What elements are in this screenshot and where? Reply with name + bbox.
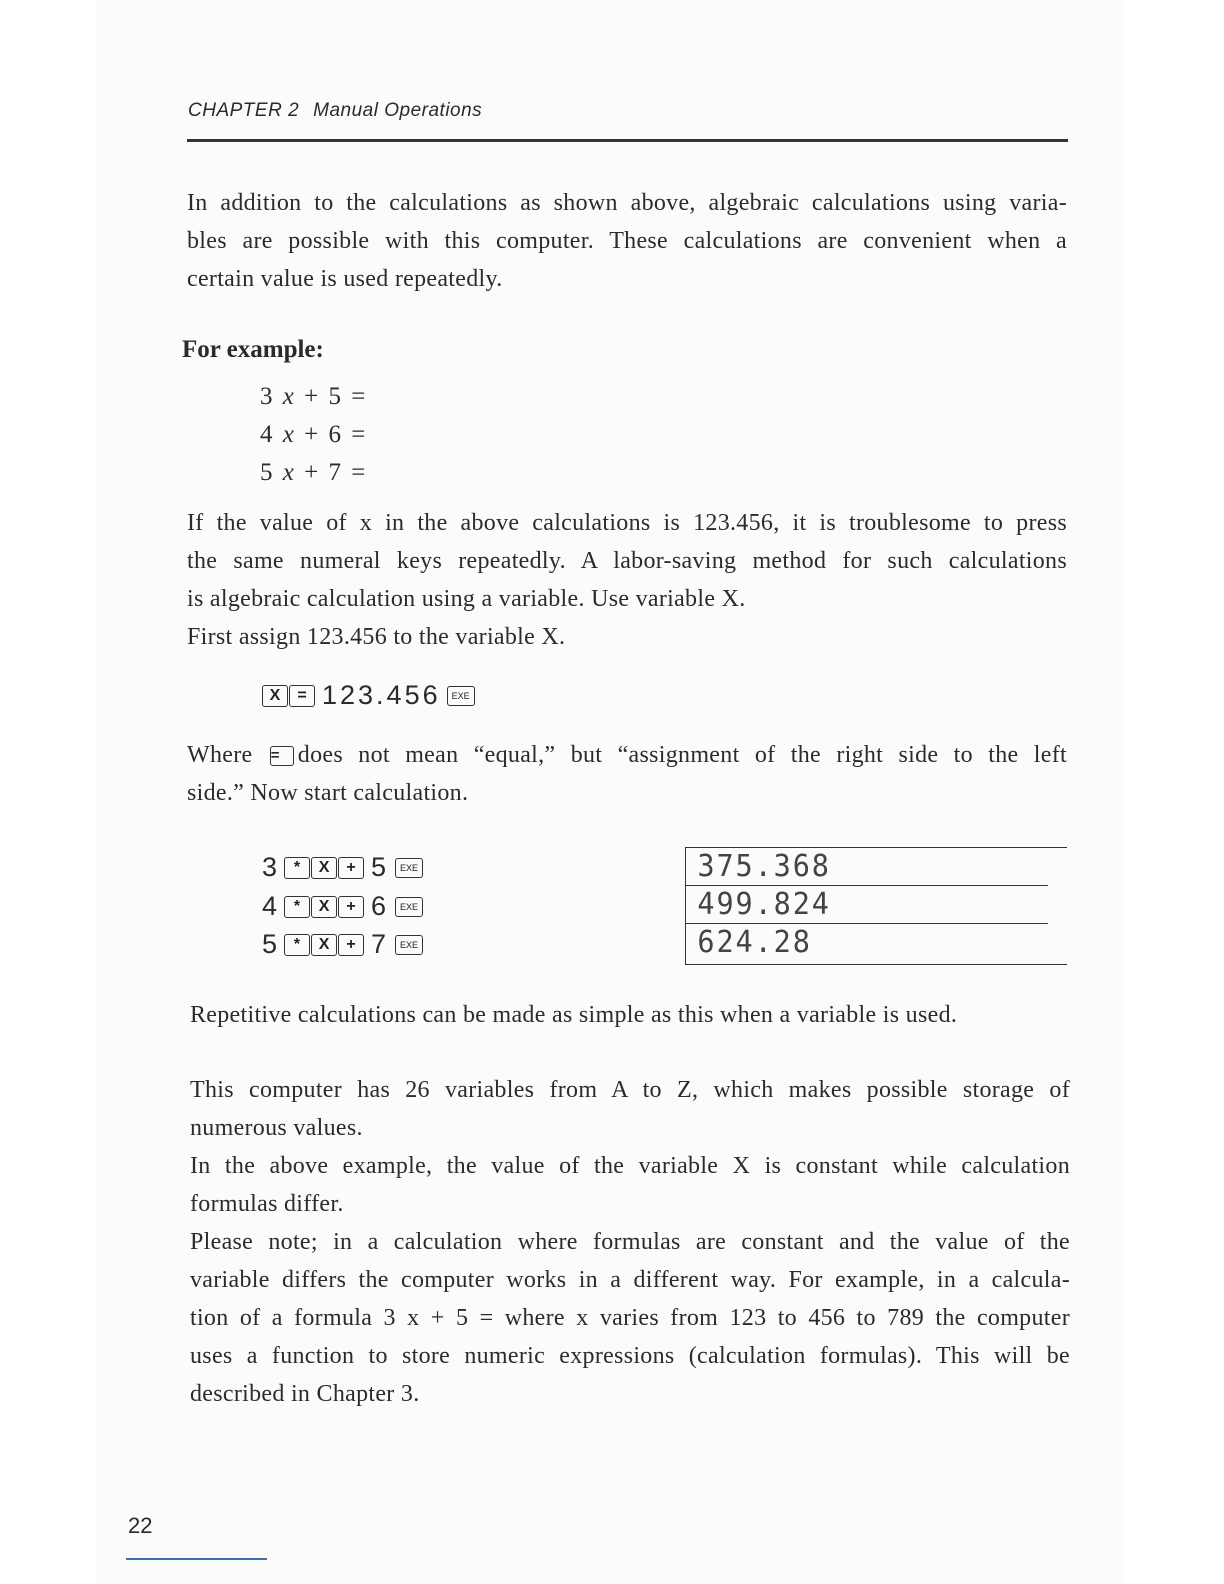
multiply-key-icon: *: [284, 934, 310, 956]
plus-key-icon: +: [338, 934, 364, 956]
equation-rest: + 5 =: [304, 383, 368, 410]
key-sequence-row: [262, 852, 424, 883]
running-header: [188, 100, 482, 122]
key-lead: 3: [262, 852, 281, 882]
intro-paragraph: [187, 184, 1067, 298]
text-line: Repetitive calculations can be made as simple as this when a variable is used.: [190, 1002, 958, 1028]
equation-coef: 3: [260, 383, 275, 410]
header-rule: [187, 139, 1068, 142]
text-line: bles are possible with this computer. These calculations are convenient when a: [187, 228, 1067, 254]
equation-var: x: [282, 383, 296, 410]
x-key-icon: X: [311, 896, 337, 918]
x-key-icon: X: [311, 857, 337, 879]
text-line: If the value of x in the above calculations is 123.456, it is troublesome to press: [187, 510, 1067, 536]
text-line: numerous values.: [190, 1115, 363, 1141]
equation-coef: 5: [260, 459, 275, 486]
exe-key-icon: EXE: [395, 935, 423, 955]
x-key-icon: X: [311, 934, 337, 956]
text-line: variable differs the computer works in a different way. For example, in a calcula-: [190, 1267, 1070, 1293]
x-key-icon: X: [262, 685, 288, 707]
equation-var: x: [282, 421, 296, 448]
equals-key-icon: =: [270, 746, 294, 766]
exe-key-icon: EXE: [395, 858, 423, 878]
section-label: Manual Operations: [313, 100, 483, 121]
text-line: In the above example, the value of the variable X is constant while calculation: [190, 1153, 1070, 1179]
equation: [260, 454, 367, 492]
key-lead: 5: [262, 929, 281, 959]
equation: [260, 416, 367, 454]
text-line: formulas differ.: [190, 1191, 344, 1217]
text-line: is algebraic calculation using a variable. Use variable X.: [187, 586, 746, 612]
equation-rest: + 7 =: [304, 459, 368, 486]
text-line: [187, 736, 1067, 774]
calculator-display: [685, 847, 1067, 965]
variable-paragraph: [187, 504, 1067, 656]
repetitive-paragraph: [190, 996, 1070, 1034]
text-line: tion of a formula 3 x + 5 = where x varies from 123 to 456 to 789 the computer: [190, 1305, 1070, 1331]
where-rest: does not mean “equal,” but “assignment of the right side to the left: [297, 742, 1067, 768]
exe-key-icon: EXE: [395, 897, 423, 917]
exe-key-icon: EXE: [447, 686, 475, 706]
example-heading: For example:: [182, 336, 324, 363]
text-line: described in Chapter 3.: [190, 1381, 420, 1407]
multiply-key-icon: *: [284, 857, 310, 879]
text-line: This computer has 26 variables from A to Z, which makes possible storage of: [190, 1077, 1070, 1103]
assign-key-sequence: [262, 680, 476, 711]
text-line: First assign 123.456 to the variable X.: [187, 624, 566, 650]
key-number: 6: [371, 891, 390, 921]
chapter-label: CHAPTER 2: [188, 100, 300, 121]
display-row: 499.824: [686, 886, 1048, 924]
equals-key-icon: =: [289, 685, 315, 707]
text-line: Please note; in a calculation where formulas are constant and the value of the: [190, 1229, 1070, 1255]
key-sequence-row: [262, 891, 424, 922]
text-line: certain value is used repeatedly.: [187, 266, 503, 292]
assign-value: 123.456: [322, 680, 441, 710]
key-lead: 4: [262, 891, 281, 921]
key-number: 5: [371, 852, 390, 882]
page-number: 22: [128, 1513, 153, 1538]
display-row: 624.28: [697, 925, 812, 960]
footer-line: [126, 1558, 267, 1560]
where-paragraph: [187, 736, 1067, 812]
display-row: 375.368: [686, 848, 1048, 886]
text-line: uses a function to store numeric expressions (calculation formulas). This will be: [190, 1343, 1070, 1369]
where-lead: Where: [187, 742, 253, 768]
text-line: side.” Now start calculation.: [187, 780, 469, 806]
text-line: In addition to the calculations as shown above, algebraic calculations using varia-: [187, 190, 1067, 216]
equation-rest: + 6 =: [304, 421, 368, 448]
equation-var: x: [282, 459, 296, 486]
text-line: the same numeral keys repeatedly. A labor-saving method for such calculations: [187, 548, 1067, 574]
equation-coef: 4: [260, 421, 275, 448]
key-number: 7: [371, 929, 390, 959]
key-sequence-row: [262, 929, 424, 960]
multiply-key-icon: *: [284, 896, 310, 918]
equation: [260, 378, 367, 416]
plus-key-icon: +: [338, 857, 364, 879]
variables-paragraph: [190, 1071, 1070, 1413]
plus-key-icon: +: [338, 896, 364, 918]
